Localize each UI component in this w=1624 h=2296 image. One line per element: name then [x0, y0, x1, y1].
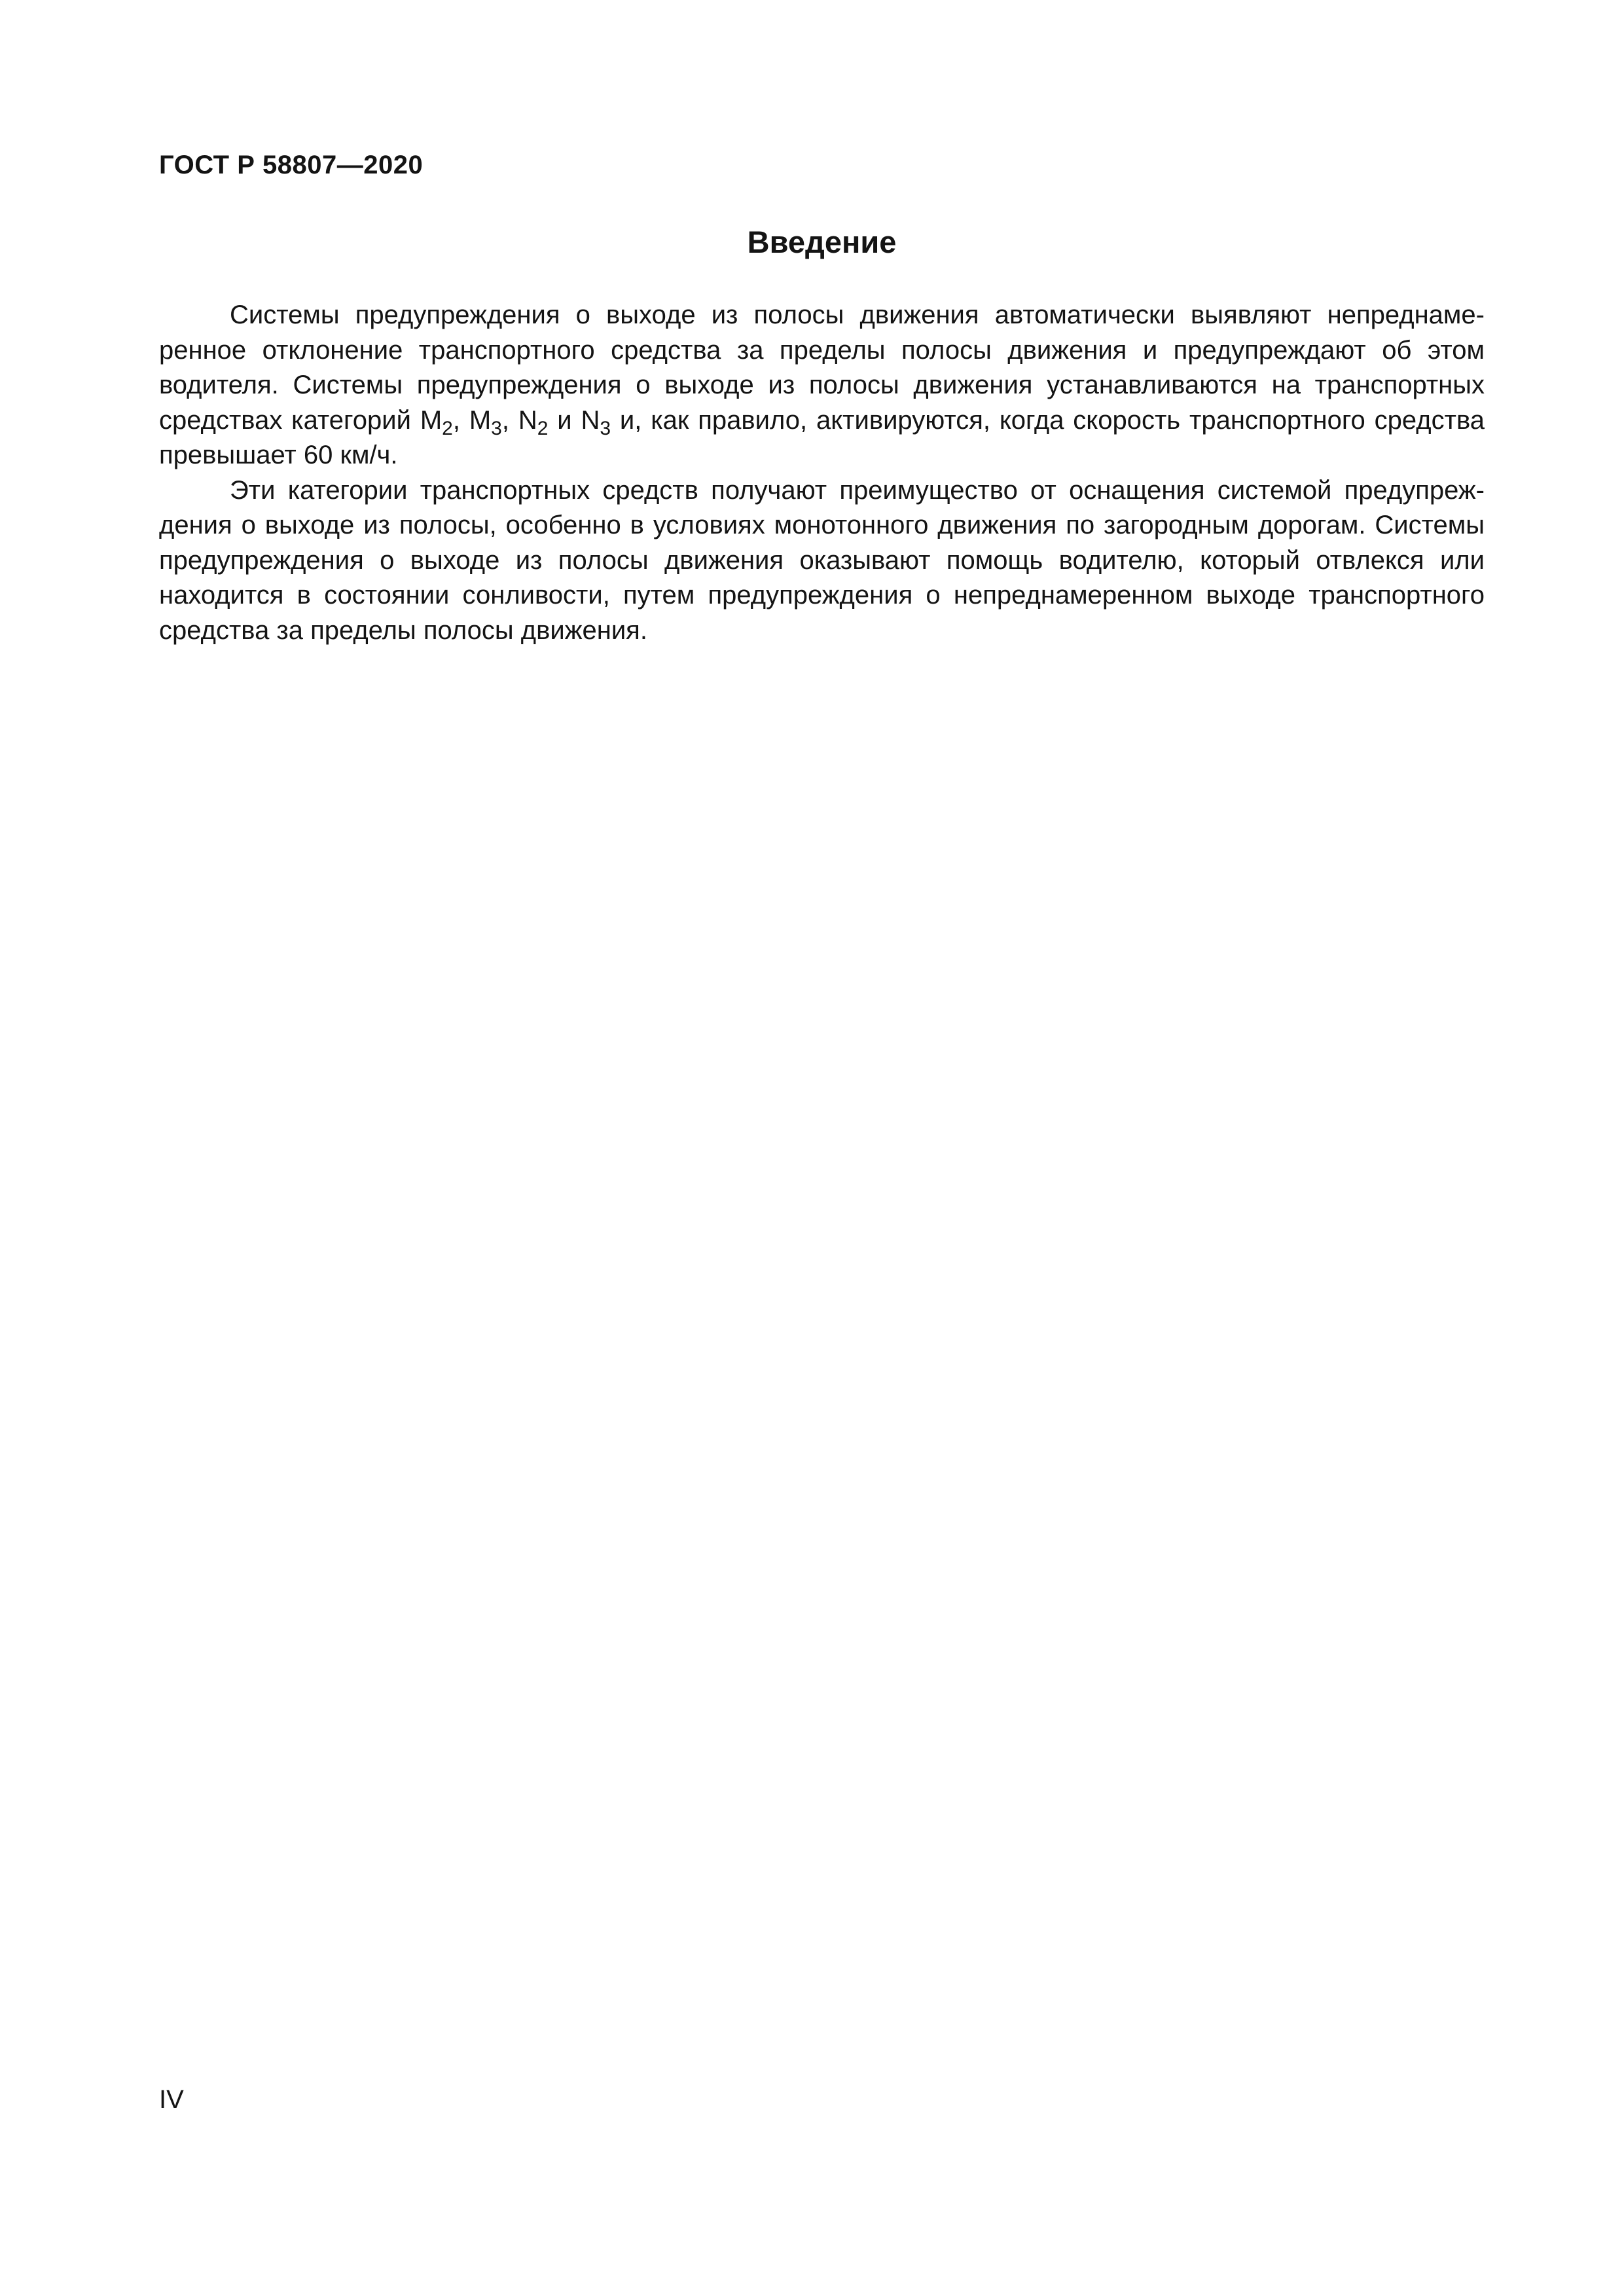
category-subscript: 3: [491, 417, 502, 439]
document-code-header: ГОСТ Р 58807—2020: [159, 151, 424, 179]
paragraph-1-text-start: Системы предупреждения о выходе из полосы движения автоматически выявляют непреднамеренное отклонение транспортного средства за пределы полосы движения и предупреждают об этом водителя. Системы предупреждения о выходе из полосы движения устанавливаются на транспортных средствах категорий: [159, 301, 1485, 435]
category-letter: M: [469, 405, 492, 435]
section-body: [159, 298, 1485, 648]
paragraph-1-text-end: и, как правило, активируются, когда скорость транспортного средства превышает 60 км/ч.: [159, 405, 1485, 469]
separator: и: [548, 405, 581, 435]
category-letter: N: [581, 405, 600, 435]
category-subscript: 2: [442, 417, 453, 439]
category-letter: N: [518, 405, 537, 435]
paragraph-1: [159, 298, 1485, 473]
category-subscript: 3: [600, 417, 611, 439]
category-m3: [469, 405, 502, 439]
section-title: Введение: [747, 225, 897, 259]
separator: ,: [452, 405, 469, 435]
page-number: IV: [159, 2085, 184, 2114]
category-letter: M: [420, 405, 442, 435]
category-m2: [420, 405, 453, 439]
category-subscript: 2: [537, 417, 549, 439]
category-n3: [581, 405, 611, 439]
separator: ,: [501, 405, 518, 435]
paragraph-2: Эти категории транспортных средств получают преимущество от оснащения системой предупреждения о выходе из полосы, особенно в условиях монотонного движения по загородным дорогам. Системы предупреждения о выходе из полосы движения оказывают помощь водителю, который отвлекся или находится в состоянии сонливости, путем предупреждения о непреднамеренном выходе транспортного средства за пределы полосы движения.: [159, 475, 1485, 645]
category-n2: [518, 405, 549, 439]
